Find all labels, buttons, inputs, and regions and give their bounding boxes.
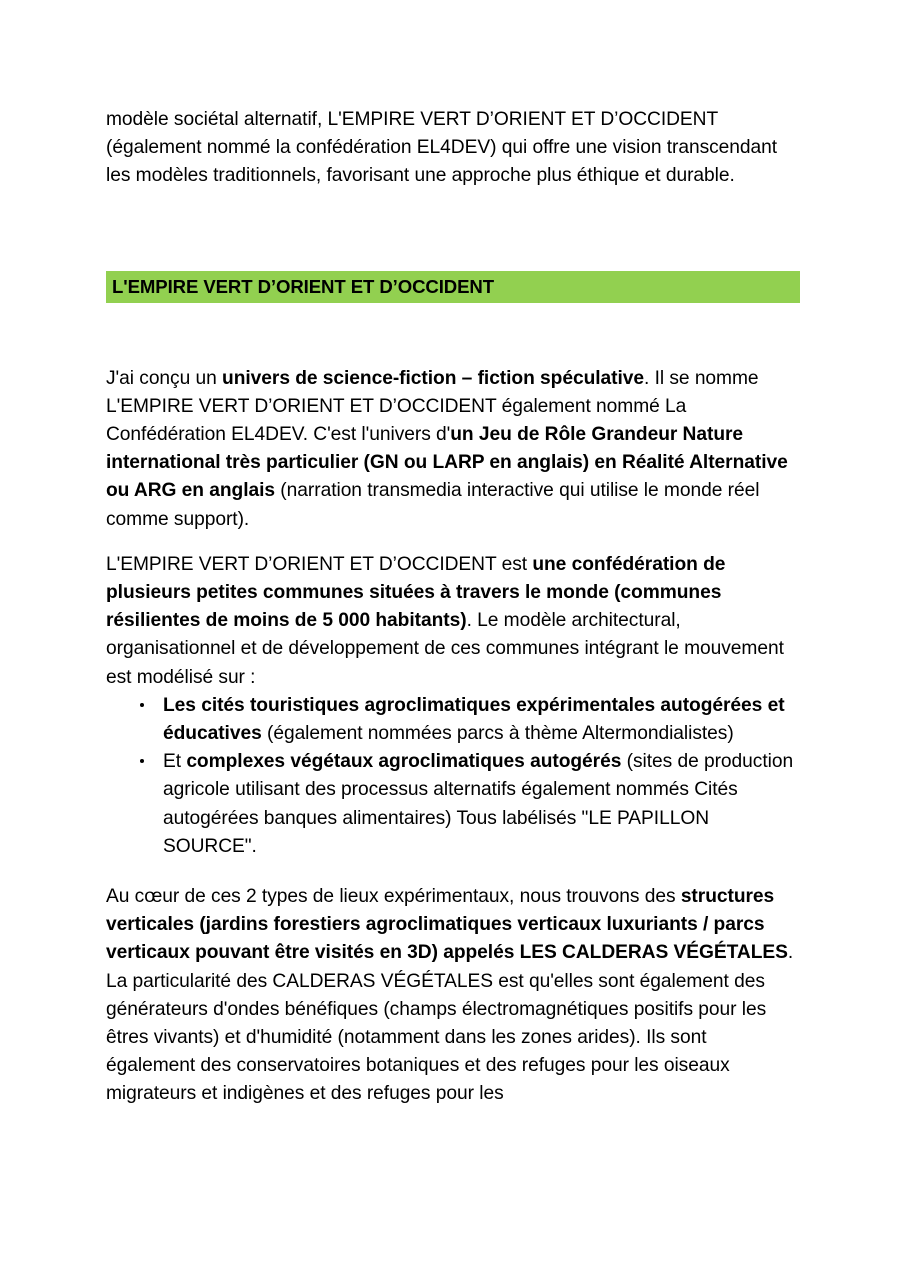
spacer-before-heading — [106, 191, 800, 271]
paragraph-one-run-1: J'ai conçu un — [106, 367, 223, 389]
bullet-dot-icon — [140, 759, 144, 763]
bullet-dot-icon — [140, 703, 144, 707]
paragraph-three — [106, 883, 800, 1109]
list-item-run-3: (sites de production agricole utilisant des processus alternatifs également nommés Cités autogérées banques alimentaires) Tous labélisés "LE PAPILLON SOURCE". — [163, 751, 794, 857]
paragraph-one — [106, 365, 800, 534]
paragraph-three-run-1: Au cœur de ces 2 types de lieux expérimentaux, nous trouvons des — [106, 886, 681, 908]
paragraph-three-run-3: . La particularité des CALDERAS VÉGÉTALES est qu'elles sont également des générateurs d'ondes bénéfiques (champs électromagnétiques positifs pour les êtres vivants) et d'humidité (notamment dans les zones arides). Ils sont également des conservatoires botaniques et des refuges pour les oiseaux migrateurs et indigènes et des refuges pour les — [106, 942, 794, 1105]
list-item-bold-1: complexes végétaux agroclimatiques autogérés — [186, 751, 622, 773]
list-item-run-3: (également nommées parcs à thème Altermondialistes) — [261, 723, 734, 745]
section-heading-banner — [106, 271, 800, 303]
list-item — [106, 692, 800, 748]
spacer-after-heading — [106, 303, 800, 365]
list-item-run-1: Et — [163, 751, 187, 773]
document-body — [106, 106, 800, 1109]
paragraph-one-bold-1: univers de science-fiction – fiction spéculative — [222, 367, 645, 389]
paragraph-two-run-3: . Le modèle architectural, organisationnel et de développement de ces communes intégrant le mouvement est modélisé sur : — [106, 610, 784, 688]
paragraph-one-run-5: (narration transmedia interactive qui utilise le monde réel comme support). — [106, 480, 760, 530]
paragraph-two — [106, 551, 800, 692]
paragraph-one-bold-2: un Jeu de Rôle Grandeur Nature international très particulier (GN ou LARP en anglais) en Réalité Alternative ou ARG en anglais — [106, 424, 788, 502]
section-heading-text: L'EMPIRE VERT D’ORIENT ET D’OCCIDENT — [112, 275, 495, 297]
list-item-bold-1: Les cités touristiques agroclimatiques expérimentales autogérées et éducatives — [163, 694, 785, 745]
paragraph-two-run-1: L'EMPIRE VERT D’ORIENT ET D’OCCIDENT est — [106, 553, 533, 575]
intro-paragraph-text: modèle sociétal alternatif, L'EMPIRE VERT D’ORIENT ET D’OCCIDENT (également nommé la confédération EL4DEV) qui offre une vision transcendant les modèles traditionnels, favorisant une approche plus éthique et durable. — [106, 109, 778, 187]
paragraph-one-run-3: . Il se nomme L'EMPIRE VERT D’ORIENT ET D’OCCIDENT également nommé La Confédération EL4DEV. C'est l'univers d' — [106, 367, 759, 446]
paragraph-three-bold-1: structures verticales (jardins forestiers agroclimatiques verticaux luxuriants / parcs verticaux pouvant être visités en 3D) appelés LES CALDERAS VÉGÉTALES — [106, 886, 788, 964]
spacer-paragraph-one-two — [106, 534, 800, 551]
bullet-list — [106, 692, 800, 861]
paragraph-two-bold-1: une confédération de plusieurs petites communes situées à travers le monde (communes résilientes de moins de 5 000 habitants) — [106, 553, 726, 632]
list-item — [106, 748, 800, 861]
intro-paragraph — [106, 106, 800, 191]
spacer-after-list — [106, 861, 800, 883]
